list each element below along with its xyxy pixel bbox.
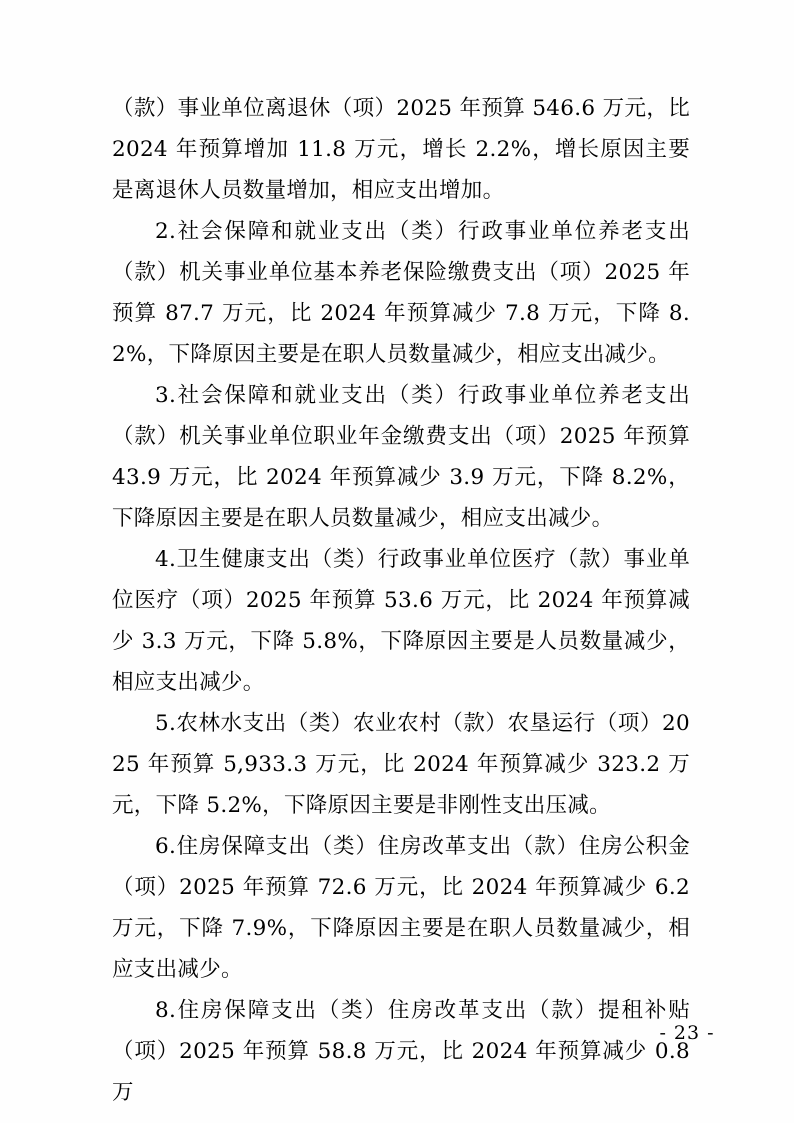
paragraph: 8.住房保障支出（类）住房改革支出（款）提租补贴（项）2025 年预算 58.8 万元，比 2024 年预算减少 0.8 万 bbox=[112, 998, 690, 1105]
paragraph: （款）事业单位离退休（项）2025 年预算 546.6 万元，比 2024 年预算增加 11.8 万元，增长 2.2%，增长原因主要是离退休人员数量增加，相应支出增加。 bbox=[112, 96, 690, 203]
page-body bbox=[112, 88, 690, 1113]
paragraph: 3.社会保障和就业支出（类）行政事业单位养老支出（款）机关事业单位职业年金缴费支出（项）2025 年预算 43.9 万元，比 2024 年预算减少 3.9 万元，下降 8.2%，下降原因主要是在职人员数量减少，相应支出减少。 bbox=[112, 383, 690, 531]
page-number bbox=[0, 1022, 794, 1044]
paragraph: 2.社会保障和就业支出（类）行政事业单位养老支出（款）机关事业单位基本养老保险缴费支出（项）2025 年预算 87.7 万元，比 2024 年预算减少 7.8 万元，下降 8.2%，下降原因主要是在职人员数量减少，相应支出减少。 bbox=[112, 219, 690, 367]
paragraph: 5.农林水支出（类）农业农村（款）农垦运行（项）2025 年预算 5,933.3 万元，比 2024 年预算减少 323.2 万元，下降 5.2%，下降原因主要是非刚性支出压减。 bbox=[112, 711, 690, 818]
paragraph: 4.卫生健康支出（类）行政事业单位医疗（款）事业单位医疗（项）2025 年预算 53.6 万元，比 2024 年预算减少 3.3 万元，下降 5.8%，下降原因主要是人员数量减少，相应支出减少。 bbox=[112, 547, 690, 695]
page-number-text: - 23 - bbox=[659, 1022, 715, 1044]
paragraph: 6.住房保障支出（类）住房改革支出（款）住房公积金（项）2025 年预算 72.6 万元，比 2024 年预算减少 6.2 万元，下降 7.9%，下降原因主要是在职人员数量减少，相应支出减少。 bbox=[112, 834, 690, 982]
